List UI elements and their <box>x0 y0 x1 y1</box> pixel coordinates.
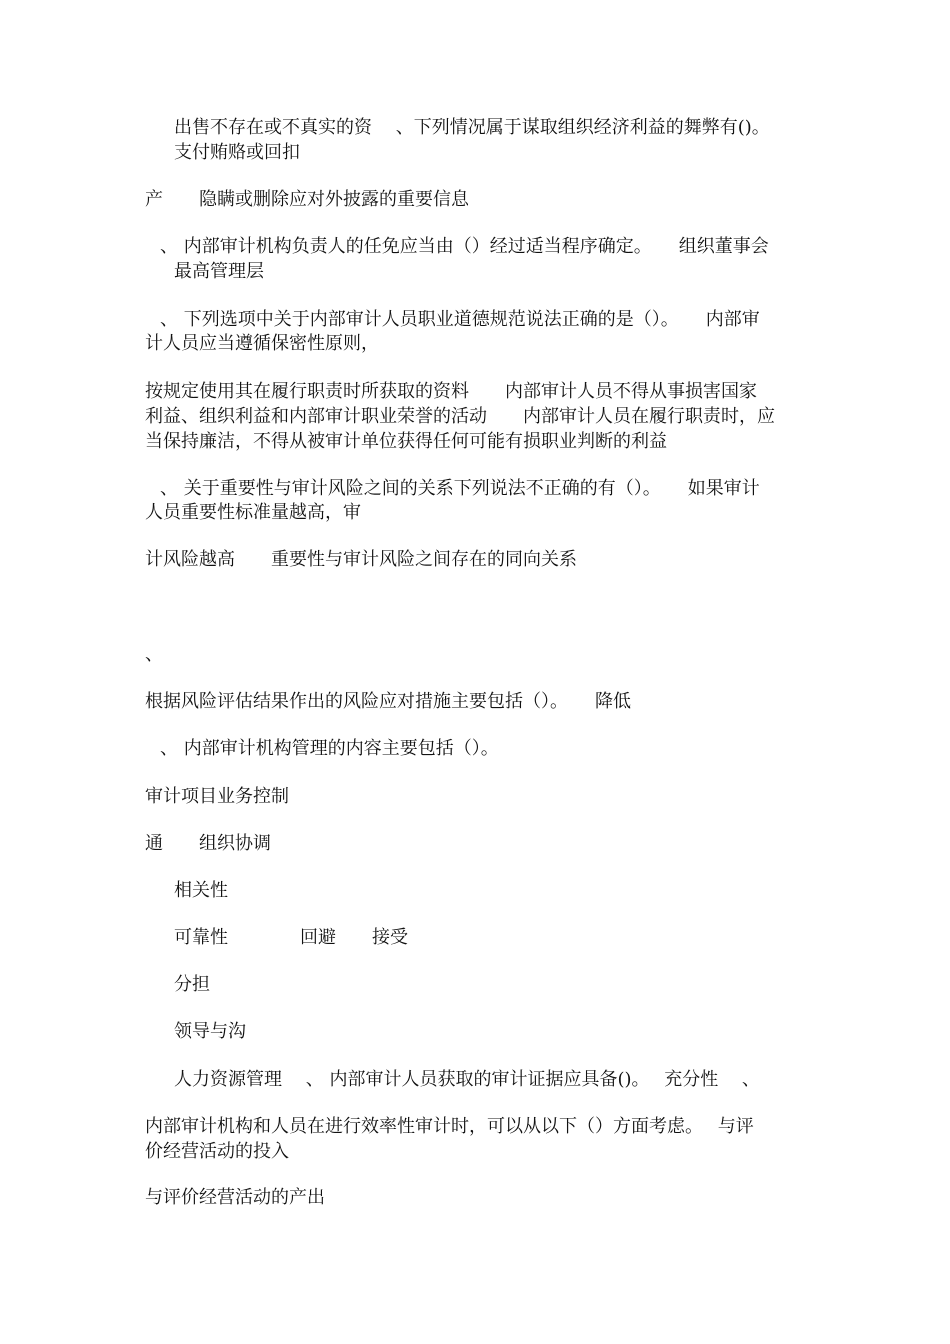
text-line-5: 最高管理层 <box>174 261 264 282</box>
text-line-23: 人力资源管理 、 内部审计人员获取的审计证据应具备()。 充分性 、 <box>174 1069 760 1090</box>
text-line-17: 审计项目业务控制 <box>145 786 289 807</box>
text-line-8: 按规定使用其在履行职责时所获取的资料 内部审计人员不得从事损害国家 <box>145 381 757 402</box>
text-line-10: 当保持廉洁，不得从被审计单位获得任何可能有损职业判断的利益 <box>145 431 667 452</box>
text-line-21: 分担 <box>174 974 210 995</box>
text-line-1: 出售不存在或不真实的资 、下列情况属于谋取组织经济利益的舞弊有()。 <box>174 117 770 138</box>
text-line-22: 领导与沟 <box>174 1021 246 1042</box>
text-line-13: 计风险越高 重要性与审计风险之间存在的同向关系 <box>145 549 577 570</box>
text-line-2: 支付贿赂或回扣 <box>174 142 300 163</box>
text-line-26: 与评价经营活动的产出 <box>145 1187 325 1208</box>
text-line-14: 、 <box>145 644 163 665</box>
text-line-3: 产 隐瞒或删除应对外披露的重要信息 <box>145 189 469 210</box>
text-line-20: 可靠性 回避 接受 <box>174 927 408 948</box>
text-line-6: 、 下列选项中关于内部审计人员职业道德规范说法正确的是（）。 内部审 <box>160 309 760 330</box>
text-line-12: 人员重要性标准量越高，审 <box>145 502 361 523</box>
text-line-18: 通 组织协调 <box>145 833 271 854</box>
text-line-9: 利益、组织利益和内部审计职业荣誉的活动 内部审计人员在履行职责时，应 <box>145 406 775 427</box>
text-line-4: 、 内部审计机构负责人的任免应当由（）经过适当程序确定。 组织董事会 <box>160 236 769 257</box>
text-line-24: 内部审计机构和人员在进行效率性审计时，可以从以下（）方面考虑。 与评 <box>145 1116 754 1137</box>
text-line-16: 、 内部审计机构管理的内容主要包括（）。 <box>160 738 499 759</box>
text-line-11: 、 关于重要性与审计风险之间的关系下列说法不正确的有（）。 如果审计 <box>160 478 760 499</box>
text-line-19: 相关性 <box>174 880 228 901</box>
text-line-7: 计人员应当遵循保密性原则， <box>145 333 379 354</box>
text-line-25: 价经营活动的投入 <box>145 1141 289 1162</box>
text-line-15: 根据风险评估结果作出的风险应对措施主要包括（）。 降低 <box>145 691 631 712</box>
